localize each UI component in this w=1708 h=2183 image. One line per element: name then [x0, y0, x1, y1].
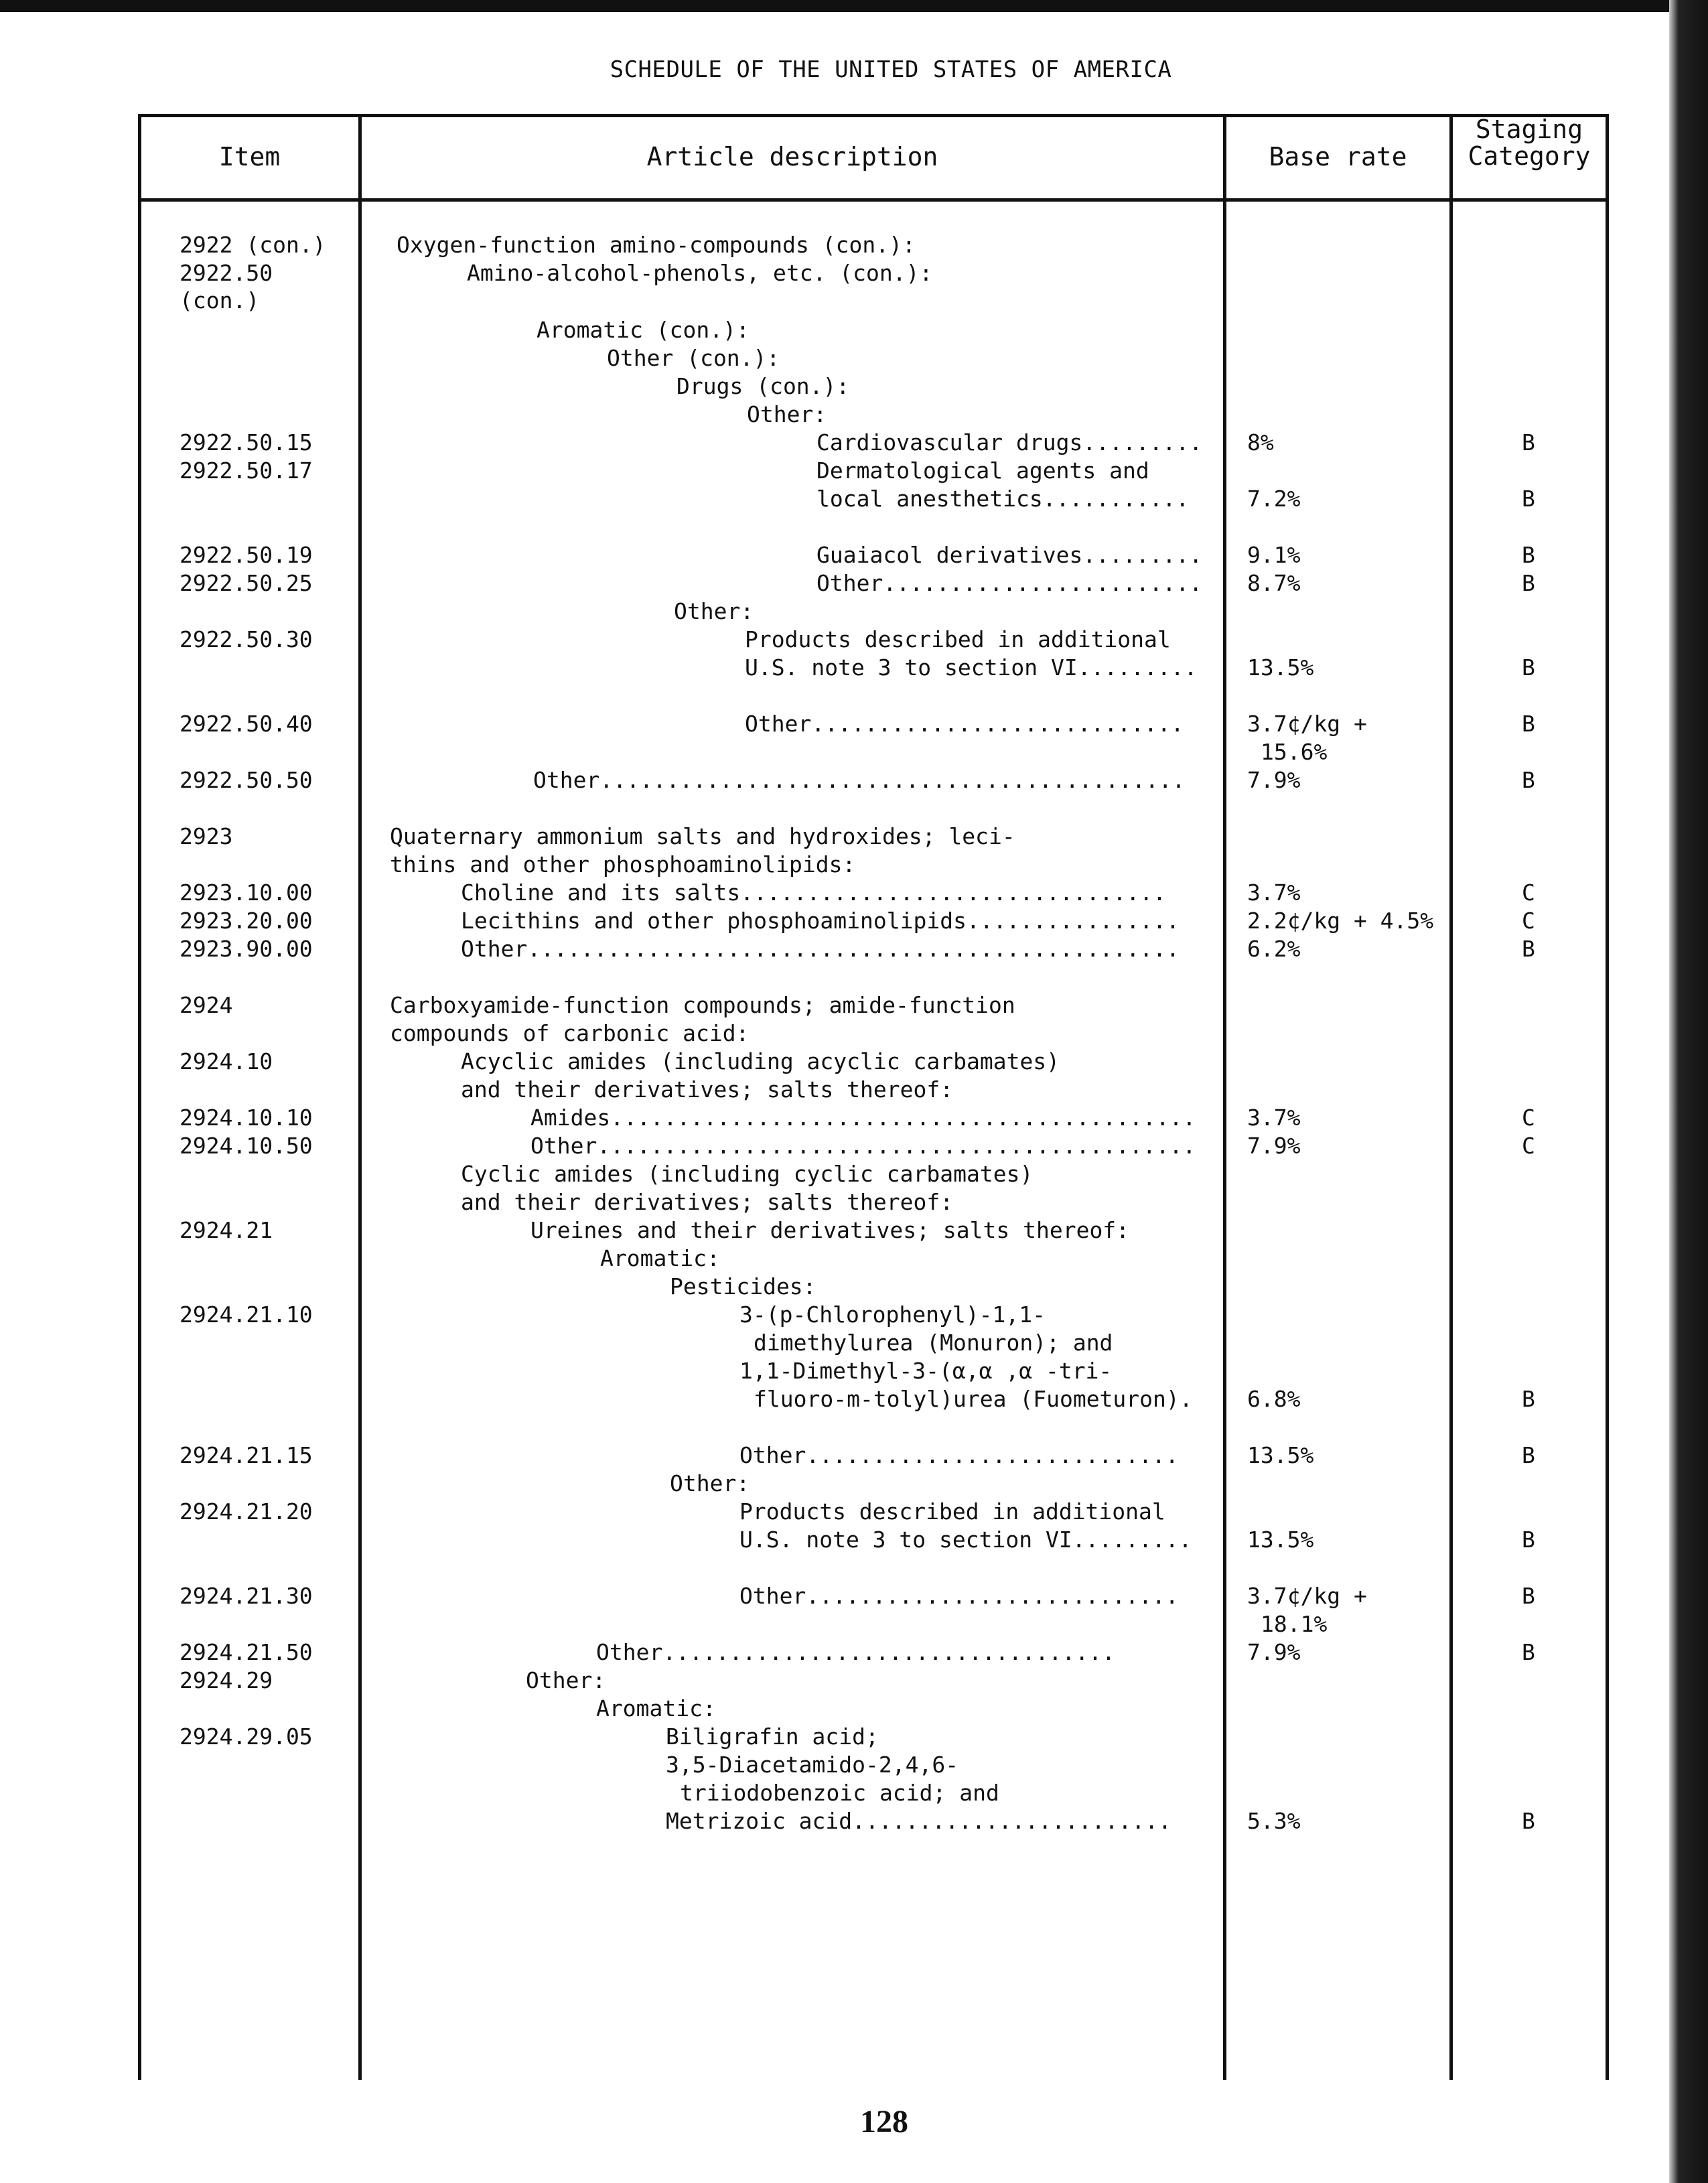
item-code: 2922.50.30 [180, 626, 313, 652]
base-rate: 18.1% [1261, 1611, 1328, 1637]
item-code: 2924.21.30 [180, 1583, 313, 1609]
article-description: Metrizoic acid........................ [666, 1808, 1171, 1834]
item-code: 2922 (con.) [180, 232, 326, 258]
item-code: 2922.50.40 [180, 711, 313, 737]
article-description: and their derivatives; salts thereof: [461, 1189, 954, 1215]
article-description: Other.................................. [596, 1639, 1115, 1665]
article-description: Other: [526, 1667, 606, 1693]
item-code: 2923.20.00 [180, 908, 313, 934]
article-description: Aromatic: [596, 1695, 716, 1721]
staging-category: B [1522, 1527, 1535, 1553]
desc-col-rule [1223, 114, 1226, 2080]
header-staging-line2: Category [1468, 141, 1591, 171]
article-description: Cardiovascular drugs......... [816, 429, 1203, 455]
article-description: Products described in additional [745, 626, 1171, 652]
article-description: dimethylurea (Monuron); and [754, 1330, 1113, 1356]
page-title: SCHEDULE OF THE UNITED STATES OF AMERICA [610, 56, 1172, 83]
base-rate: 3.7¢/kg + [1247, 711, 1367, 737]
staging-category: C [1522, 879, 1535, 906]
item-code: 2924.29 [180, 1667, 273, 1693]
item-code: 2922.50.17 [180, 457, 313, 484]
header-base-rate: Base rate [1269, 142, 1407, 171]
article-description: Other................................................. [461, 936, 1180, 962]
article-description: 1,1-Dimethyl-3-(α,α ,α -tri- [739, 1358, 1113, 1384]
article-description: Cyclic amides (including cyclic carbamates) [461, 1161, 1034, 1187]
staging-category: B [1522, 1386, 1535, 1412]
base-rate: 8.7% [1247, 570, 1301, 596]
base-rate: 8% [1247, 429, 1274, 455]
item-code: 2924.21.50 [180, 1639, 313, 1665]
item-code: (con.) [180, 287, 260, 313]
article-description: Other............................................ [533, 767, 1186, 793]
staging-category: C [1522, 1133, 1535, 1159]
article-description: Dermatological agents and [816, 457, 1149, 484]
article-description: 3,5-Diacetamido-2,4,6- [666, 1752, 959, 1778]
article-description: Other: [747, 401, 827, 427]
article-description: Drugs (con.): [677, 373, 850, 399]
item-code: 2922.50.50 [180, 767, 313, 793]
article-description: compounds of carbonic acid: [390, 1020, 750, 1046]
article-description: Other............................................. [530, 1133, 1196, 1159]
staging-category: B [1522, 711, 1535, 737]
article-description: Other (con.): [607, 345, 780, 371]
staging-category: B [1522, 936, 1535, 962]
article-description: Biligrafin acid; [666, 1723, 879, 1750]
base-rate: 15.6% [1261, 739, 1328, 765]
item-col-rule [358, 114, 362, 2080]
item-code: 2922.50.15 [180, 429, 313, 455]
staging-category: B [1522, 570, 1535, 596]
staging-category: B [1522, 486, 1535, 512]
article-description: Other............................ [745, 711, 1184, 737]
base-rate: 5.3% [1247, 1808, 1301, 1834]
article-description: Aromatic: [600, 1245, 720, 1271]
item-code: 2922.50.19 [180, 542, 313, 568]
base-rate: 7.9% [1247, 1639, 1301, 1665]
right-rule [1606, 114, 1609, 2080]
header-description: Article description [646, 142, 938, 171]
article-description: Products described in additional [739, 1498, 1165, 1525]
article-description: Other............................ [739, 1583, 1179, 1609]
base-rate: 3.7% [1247, 879, 1301, 906]
staging-category: B [1522, 767, 1535, 793]
base-rate: 13.5% [1247, 1527, 1314, 1553]
rate-col-rule [1449, 114, 1453, 2080]
article-description: Other............................ [739, 1442, 1179, 1468]
item-code: 2924.21.10 [180, 1301, 313, 1328]
staging-category: B [1522, 1442, 1535, 1468]
page-number: 128 [860, 2104, 908, 2139]
article-description: Guaiacol derivatives......... [816, 542, 1203, 568]
item-code: 2924.21.20 [180, 1498, 313, 1525]
staging-category: B [1522, 1639, 1535, 1665]
base-rate: 2.2¢/kg + 4.5% [1247, 908, 1434, 934]
staging-category: C [1522, 1105, 1535, 1131]
base-rate: 7.2% [1247, 486, 1301, 512]
article-description: Amides............................................ [530, 1105, 1196, 1131]
article-description: Pesticides: [670, 1273, 816, 1299]
article-description: thins and other phosphoaminolipids: [390, 851, 856, 877]
base-rate: 7.9% [1247, 767, 1301, 793]
article-description: Other: [674, 598, 754, 624]
item-code: 2924.10 [180, 1048, 273, 1074]
item-code: 2923.90.00 [180, 936, 313, 962]
item-code: 2922.50.25 [180, 570, 313, 596]
article-description: Other: [670, 1470, 750, 1496]
item-code: 2923 [180, 823, 233, 849]
item-code: 2922.50 [180, 260, 273, 286]
article-description: triiodobenzoic acid; and [680, 1780, 999, 1806]
article-description: Carboxyamide-function compounds; amide-function [390, 992, 1015, 1018]
staging-category: B [1522, 542, 1535, 568]
scan-top-border [0, 0, 1708, 12]
base-rate: 13.5% [1247, 1442, 1314, 1468]
item-code: 2923.10.00 [180, 879, 313, 906]
item-code: 2924.21 [180, 1217, 273, 1243]
article-description: U.S. note 3 to section VI......... [739, 1527, 1192, 1553]
base-rate: 3.7% [1247, 1105, 1301, 1131]
item-code: 2924 [180, 992, 233, 1018]
base-rate: 3.7¢/kg + [1247, 1583, 1367, 1609]
article-description: Quaternary ammonium salts and hydroxides; leci- [390, 823, 1015, 849]
staging-category: B [1522, 1808, 1535, 1834]
item-code: 2924.10.10 [180, 1105, 313, 1131]
article-description: 3-(p-Chlorophenyl)-1,1- [739, 1301, 1046, 1328]
staging-category: B [1522, 1583, 1535, 1609]
base-rate: 9.1% [1247, 542, 1301, 568]
article-description: Amino-alcohol-phenols, etc. (con.): [467, 260, 933, 286]
staging-category: B [1522, 429, 1535, 455]
staging-category: C [1522, 908, 1535, 934]
base-rate: 6.8% [1247, 1386, 1301, 1412]
left-rule [138, 114, 141, 2080]
base-rate: 13.5% [1247, 654, 1314, 681]
item-code: 2924.10.50 [180, 1133, 313, 1159]
base-rate: 6.2% [1247, 936, 1301, 962]
staging-category: B [1522, 654, 1535, 681]
article-description: local anesthetics........... [816, 486, 1190, 512]
article-description: Ureines and their derivatives; salts thereof: [530, 1217, 1130, 1243]
article-description: Acyclic amides (including acyclic carbamates) [461, 1048, 1060, 1074]
article-description: U.S. note 3 to section VI......... [745, 654, 1198, 681]
article-description: Aromatic (con.): [537, 317, 750, 343]
article-description: Choline and its salts................................ [461, 879, 1166, 906]
item-code: 2924.21.15 [180, 1442, 313, 1468]
header-item: Item [218, 142, 281, 171]
article-description: Oxygen-function amino-compounds (con.): [397, 232, 916, 258]
article-description: fluoro-m-tolyl)urea (Fuometuron). [754, 1386, 1193, 1412]
article-description: Lecithins and other phosphoaminolipids................ [461, 908, 1180, 934]
header-staging-line1: Staging [1475, 115, 1583, 144]
article-description: Other........................ [816, 570, 1203, 596]
base-rate: 7.9% [1247, 1133, 1301, 1159]
scan-right-edge [1669, 0, 1708, 2183]
item-code: 2924.29.05 [180, 1723, 313, 1750]
article-description: and their derivatives; salts thereof: [461, 1076, 954, 1103]
